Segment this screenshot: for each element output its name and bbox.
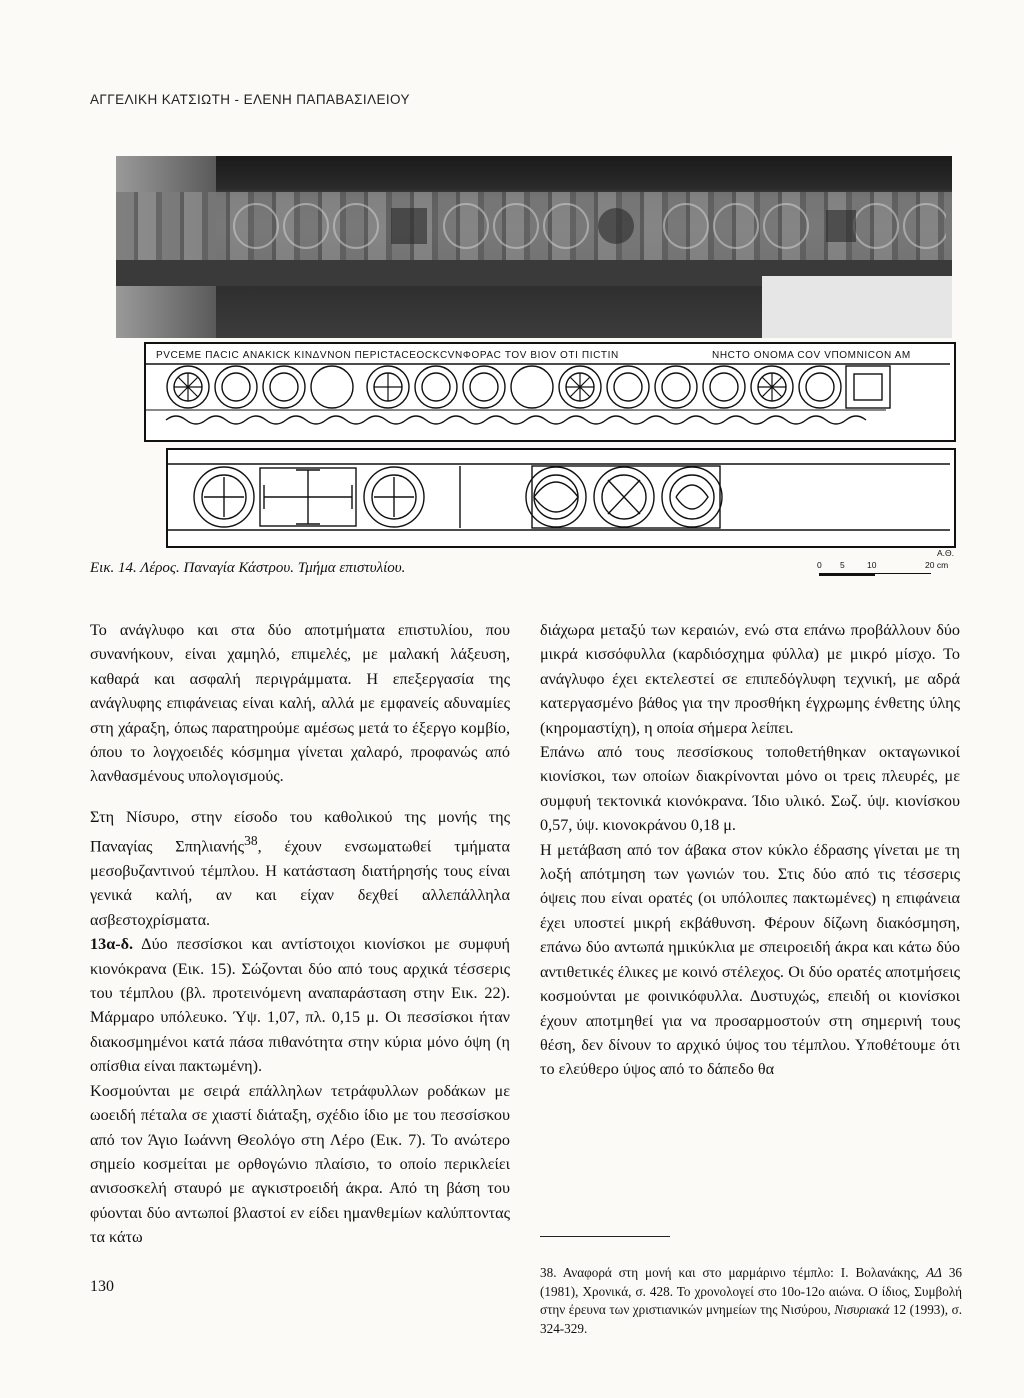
left-paragraph-3: [90, 932, 510, 1078]
left-paragraph-2: [90, 805, 510, 932]
right-paragraph-1: διάχωρα μεταξύ των κεραιών, ενώ στα επάνω προβάλλουν δύο μικρά κισσόφυλλα (καρδιόσχημα φύλλα) με μικρό μίσχο. Το ανάγλυφο έχει εκτελεστεί σε επιπεδόγλυφη τεχνική, με αδρά κατεργασμένο βάθος για την προσθήκη έγχρωμης ένθετης ύλης (κηρομαστίχη), η οποία σήμερα λείπει.: [540, 621, 960, 737]
running-header: ΑΓΓΕΛΙΚΗ ΚΑΤΣΙΩΤΗ - ΕΛΕΝΗ ΠΑΠΑΒΑΣΙΛΕΙΟΥ: [90, 92, 410, 107]
cross-knot-drawing: [168, 450, 950, 542]
page-number: 130: [90, 1278, 114, 1295]
right-column: [540, 618, 960, 1082]
left-column: [90, 618, 510, 1250]
footnote-text-1: 38. Αναφορά στη μονή και στο μαρμάρινο τέμπλο: Ι. Βολανάκης,: [540, 1265, 920, 1280]
figure-caption: Εικ. 14. Λέρος. Παναγία Κάστρου. Τμήμα επιστυλίου.: [90, 560, 406, 576]
epistyle-drawing-lower: [166, 448, 956, 548]
left-paragraph-2-text: Στη Νίσυρο, στην είσοδο του καθολικού της μονής της Παναγίας Σπηλιανής: [90, 807, 510, 856]
left-paragraph-2-text-after: , έχουν ενσωματωθεί τμήματα μεσοβυζαντινού τέμπλου. Η κατάσταση διατήρησής τους είναι γενικά καλή, αν και είχαν δεχθεί αλλεπάλληλα ασβεστοχρίσματα.: [90, 837, 510, 929]
photo-right-wall: [762, 276, 952, 338]
left-paragraph-3-text: Δύο πεσσίσκοι και αντίστοιχοι κιονίσκοι με συμφυή κιονόκρανα (Εικ. 15). Σώζονται δύο από τους αρχικά τέσσερις του τέμπλου (βλ. προτεινόμενη αναπαράσταση στην Εικ. 22). Μάρμαρο υπόλευκο. Ύψ. 1,07, πλ. 0,15 μ. Οι πεσσίσκοι ήταν διακοσμημένοι κατά πάσα πιθανότητα στην κύρια μόνο όψη (η οπίσθια είναι πακτωμένη).: [90, 935, 510, 1076]
footnote-38: [540, 1264, 962, 1338]
scale-tick-5: 5: [840, 560, 845, 570]
inscription-right: ΝΗCΤΟ ΟΝΟΜΑ COV VΠΟΜΝΙCΟΝ ΑΜ: [712, 350, 911, 361]
left-paragraph-1: Το ανάγλυφο και στα δύο αποτμήματα επιστυλίου, που συνανήκουν, είναι χαμηλό, επιμελές, με μαλακή λάξευση, καθαρά και ασφαλή περιγράμματα. Η επεξεργασία της ανάγλυφης επιφάνειας είναι καλή, αλλά με εμφανείς αδυναμίες στη χάραξη, όπως παρατηρούμε αμέσως μετά το έξεργο κομβίο, όπου το λογχοειδές κόσμημα γίνεται χαλαρό, προφανώς από λανθασμένους υπολογισμούς.: [90, 621, 510, 786]
right-paragraph-3: Η μετάβαση από τον άβακα στον κύκλο έδρασης γίνεται με τη λοξή απότμηση των γωνιών του. Στις δύο από τις τέσσερις όψεις που είναι ορατές (οι υπόλοιπες πακτωμένες) η επιφάνεια έχει υποστεί μικρή εκβάθυνση. Φέρουν δίζωνη διακόσμηση, επάνω δύο αντωπά ημικύκλια με σπειροειδή άκρα και κάτω δύο αντιθετικές έλικες με κοινό στέλεχος. Οι δύο ορατές αποτμήσεις κοσμούνται με φοινικόφυλλα. Δυστυχώς, επειδή οι κιονίσκοι έχουν αποτμηθεί για να προσαρμοστούν στη σημερινή τους θέση, δεν δίνουν το αρχικό ύψος του τέμπλου. Υποθέτουμε ότι το ελεύθερο ύψος από το δάπεδο θα: [540, 840, 960, 1079]
inscription-left: ΡVCEMΕ ΠΑCΙC ΑΝΑΚΙCΚ ΚΙΝΔVΝΟΝ ΠΕΡΙCΤΑCΕΟCΚCVΝΦΟΡΑC ΤΟV ΒΙΟV ΟΤΙ ΠΙCΤΙΝ: [156, 350, 619, 361]
right-paragraph-2: Επάνω από τους πεσσίσκους τοποθετήθηκαν οκταγωνικοί κιονίσκοι, των οποίων διακρίνονται μόνο οι τρεις πλευρές, με συμφυή τεκτονικά κιονόκρανα. Ίδιο υλικό. Σωζ. ύψ. κιονίσκου 0,57, ύψ. κιονοκράνου 0,18 μ.: [540, 743, 960, 835]
photo-rosette-frieze: [226, 200, 946, 252]
footnote-ref-38: 38: [244, 833, 258, 849]
scale-bar: [813, 548, 963, 588]
footnote-text-3: 12 (1993), σ. 324-329.: [540, 1302, 962, 1336]
catalog-number: 13α-δ.: [90, 935, 134, 954]
footnote-journal-1: ΑΔ: [926, 1265, 942, 1280]
scale-tick-0: 0: [817, 560, 822, 570]
scale-bar-solid: [819, 573, 875, 576]
drawing-author-initials: Α.Θ.: [937, 548, 955, 558]
scale-tick-10: 10: [867, 560, 877, 570]
epistyle-photograph: [116, 156, 952, 338]
rosette-frieze-drawing: [146, 344, 950, 436]
footnote-rule: [540, 1236, 670, 1237]
scale-bar-line: [875, 573, 931, 574]
left-paragraph-4: Κοσμούνται με σειρά επάλληλων τετράφυλλων ροδάκων με ωοειδή πέταλα σε χιαστί διάταξη, σχέδιο ίδιο με του πεσσίσκου από τον Άγιο Ιωάννη Θεολόγο στη Λέρο (Εικ. 7). Το ανώτερο σημείο κοσμείται με ορθογώνιο πλαίσιο, το οποίο περικλείει ανισοσκελή σταυρό με αγκιστροειδή άκρα. Από τη βάση του φύονται δύο αντωποί βλαστοί εν είδει ημανθεμίων καλύπτοντας τα κάτω: [90, 1081, 510, 1247]
footnote-text-2: 36 (1981), Χρονικά, σ. 428. Το χρονολογεί στο 10ο-12ο αιώνα. Ο ίδιος, Συμβολή στην έρευνα των χριστιανικών μνημείων της Νισύρου,: [540, 1265, 963, 1318]
epistyle-drawing-upper: [144, 342, 956, 442]
scale-tick-20: 20 cm: [925, 560, 949, 570]
footnote-journal-2: Νισυριακά: [834, 1302, 890, 1318]
